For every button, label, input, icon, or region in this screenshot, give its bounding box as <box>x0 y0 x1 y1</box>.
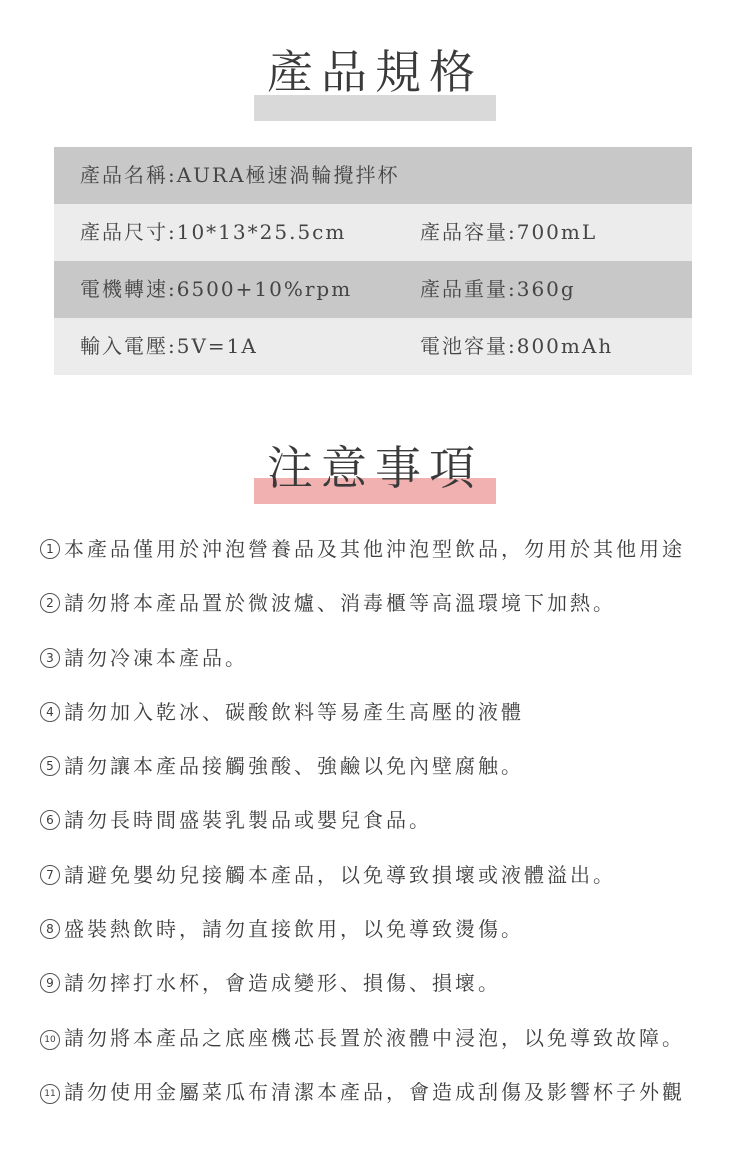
notice-item <box>40 1065 740 1119</box>
notice-number-badge: 3 <box>40 648 60 668</box>
spec-cell-size: 產品尺寸:10*13*25.5cm <box>80 220 347 244</box>
notice-number-badge: 11 <box>40 1084 60 1104</box>
notice-text: 盛裝熱飲時，請勿直接飲用，以免導致燙傷。 <box>64 917 524 942</box>
spec-cell-voltage: 輸入電壓:5V=1A <box>80 334 258 358</box>
spec-cell-capacity: 產品容量:700mL <box>420 220 598 244</box>
notice-item <box>40 631 740 685</box>
notice-title: 注意事項 <box>267 441 483 495</box>
spec-heading <box>0 40 750 120</box>
spec-title: 產品規格 <box>267 45 483 99</box>
notice-number-badge: 8 <box>40 919 60 939</box>
spec-table <box>54 147 692 375</box>
notice-item <box>40 576 740 630</box>
notice-number-badge: 5 <box>40 756 60 776</box>
notice-number-badge: 1 <box>40 539 60 559</box>
notice-text: 請勿冷凍本產品。 <box>64 645 248 670</box>
notice-number-badge: 4 <box>40 702 60 722</box>
notice-text: 請勿加入乾冰、碳酸飲料等易產生高壓的液體 <box>64 699 524 724</box>
notice-text: 請勿將本產品置於微波爐、消毒櫃等高溫環境下加熱。 <box>64 591 616 616</box>
notice-heading <box>0 436 750 516</box>
spec-row <box>54 204 692 261</box>
notice-text: 請勿使用金屬菜瓜布清潔本產品，會造成刮傷及影響杯子外觀 <box>64 1079 685 1104</box>
spec-row <box>54 147 692 204</box>
notice-text: 請勿摔打水杯，會造成變形、損傷、損壞。 <box>64 971 501 996</box>
notice-text: 請勿讓本產品接觸強酸、強鹼以免內壁腐触。 <box>64 754 524 779</box>
notice-list <box>40 522 740 1119</box>
notice-number-badge: 9 <box>40 973 60 993</box>
spec-cell-name: 產品名稱:AURA極速渦輪攪拌杯 <box>80 163 400 187</box>
spec-row <box>54 318 692 375</box>
notice-text: 請避免嬰幼兒接觸本產品，以免導致損壞或液體溢出。 <box>64 862 616 887</box>
notice-number-badge: 2 <box>40 593 60 613</box>
notice-item <box>40 902 740 956</box>
spec-cell-weight: 產品重量:360g <box>420 277 576 301</box>
notice-item <box>40 739 740 793</box>
notice-item <box>40 685 740 739</box>
notice-item <box>40 956 740 1010</box>
notice-number-badge: 10 <box>40 1030 60 1050</box>
notice-text: 本產品僅用於沖泡營養品及其他沖泡型飲品，勿用於其他用途 <box>64 537 685 561</box>
spec-row <box>54 261 692 318</box>
notice-item <box>40 1011 740 1065</box>
notice-item <box>40 793 740 847</box>
notice-text: 請勿長時間盛裝乳製品或嬰兒食品。 <box>64 808 432 833</box>
notice-number-badge: 6 <box>40 810 60 830</box>
notice-number-badge: 7 <box>40 865 60 885</box>
notice-text: 請勿將本產品之底座機芯長置於液體中浸泡，以免導致故障。 <box>64 1025 685 1050</box>
notice-item <box>40 848 740 902</box>
notice-item <box>40 522 740 576</box>
spec-cell-battery: 電池容量:800mAh <box>420 334 614 358</box>
spec-cell-speed: 電機轉速:6500+10%rpm <box>80 277 353 301</box>
